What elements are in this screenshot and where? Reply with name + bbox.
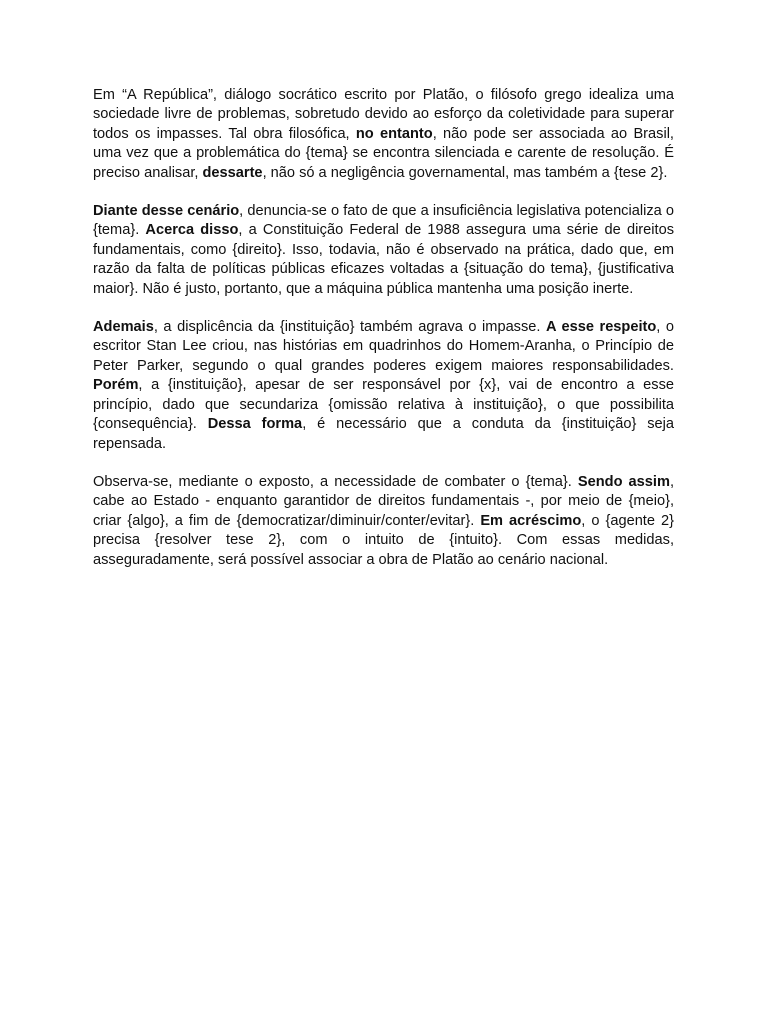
- text-segment: , denuncia-se o fato de que a insuficiência legislativa potencializa o {tema}.: [93, 203, 674, 239]
- paragraph-introduction: [93, 86, 674, 183]
- text-segment: , é necessário que a conduta da {instituição} seja repensada.: [93, 416, 675, 452]
- text-segment: , a Constituição Federal de 1988 assegura uma série de direitos fundamentais, como {direito}. Isso, todavia, não é observado na prática, dado que, em razão da falta de políticas públicas eficazes voltadas a {situação do tema}, {justificativa maior}. Não é justo, portanto, que a máquina pública mantenha uma posição inerte.: [93, 222, 674, 297]
- paragraph-development-1: [93, 202, 674, 299]
- text-segment: Em “A República”, diálogo socrático escrito por Platão, o filósofo grego idealiza uma sociedade livre de problemas, sobretudo devido ao esforço da coletividade para superar todos os impasses. Tal obra filosófica,: [93, 87, 674, 142]
- text-segment: , o {agente 2} precisa {resolver tese 2}, com o intuito de {intuito}. Com essas medidas, asseguradamente, será possível associar a obra de Platão ao cenário nacional.: [93, 512, 674, 568]
- connective-bold: A esse respeito: [545, 319, 657, 336]
- text-segment: , não só a negligência governamental, mas também a {tese 2}.: [262, 164, 668, 181]
- document-page: [93, 86, 674, 589]
- connective-bold: dessarte: [202, 164, 263, 181]
- text-segment: , a {instituição}, apesar de ser responsável por {x}, vai de encontro a esse princípio, dado que secundariza {omissão relativa à instituição}, o que possibilita {consequência}.: [93, 377, 674, 433]
- connective-bold: Acerca disso: [145, 222, 239, 239]
- connective-bold: Diante desse cenário: [93, 203, 240, 220]
- text-segment: , não pode ser associada ao Brasil, uma vez que a problemática do {tema} se encontra silenciada e carente de resolução. É preciso analisar,: [93, 125, 674, 181]
- connective-bold: Sendo assim: [577, 473, 670, 490]
- connective-bold: Ademais: [93, 319, 154, 336]
- text-segment: , o escritor Stan Lee criou, nas histórias em quadrinhos do Homem-Aranha, o Princípio de Peter Parker, segundo o qual grandes poderes exigem maiores responsabilidades.: [93, 319, 675, 374]
- text-segment: Observa-se, mediante o exposto, a necessidade de combater o {tema}.: [93, 473, 578, 490]
- paragraph-development-2: [93, 318, 674, 454]
- connective-bold: no entanto: [355, 125, 433, 142]
- paragraph-conclusion: [93, 473, 674, 570]
- text-segment: , cabe ao Estado - enquanto garantidor de direitos fundamentais -, por meio de {meio}, criar {algo}, a fim de {democratizar/diminuir/conter/evitar}.: [93, 473, 675, 529]
- text-segment: , a displicência da {instituição} também agrava o impasse.: [153, 319, 546, 336]
- connective-bold: Dessa forma: [207, 416, 303, 433]
- connective-bold: Porém: [93, 377, 139, 394]
- connective-bold: Em acréscimo: [480, 512, 582, 529]
